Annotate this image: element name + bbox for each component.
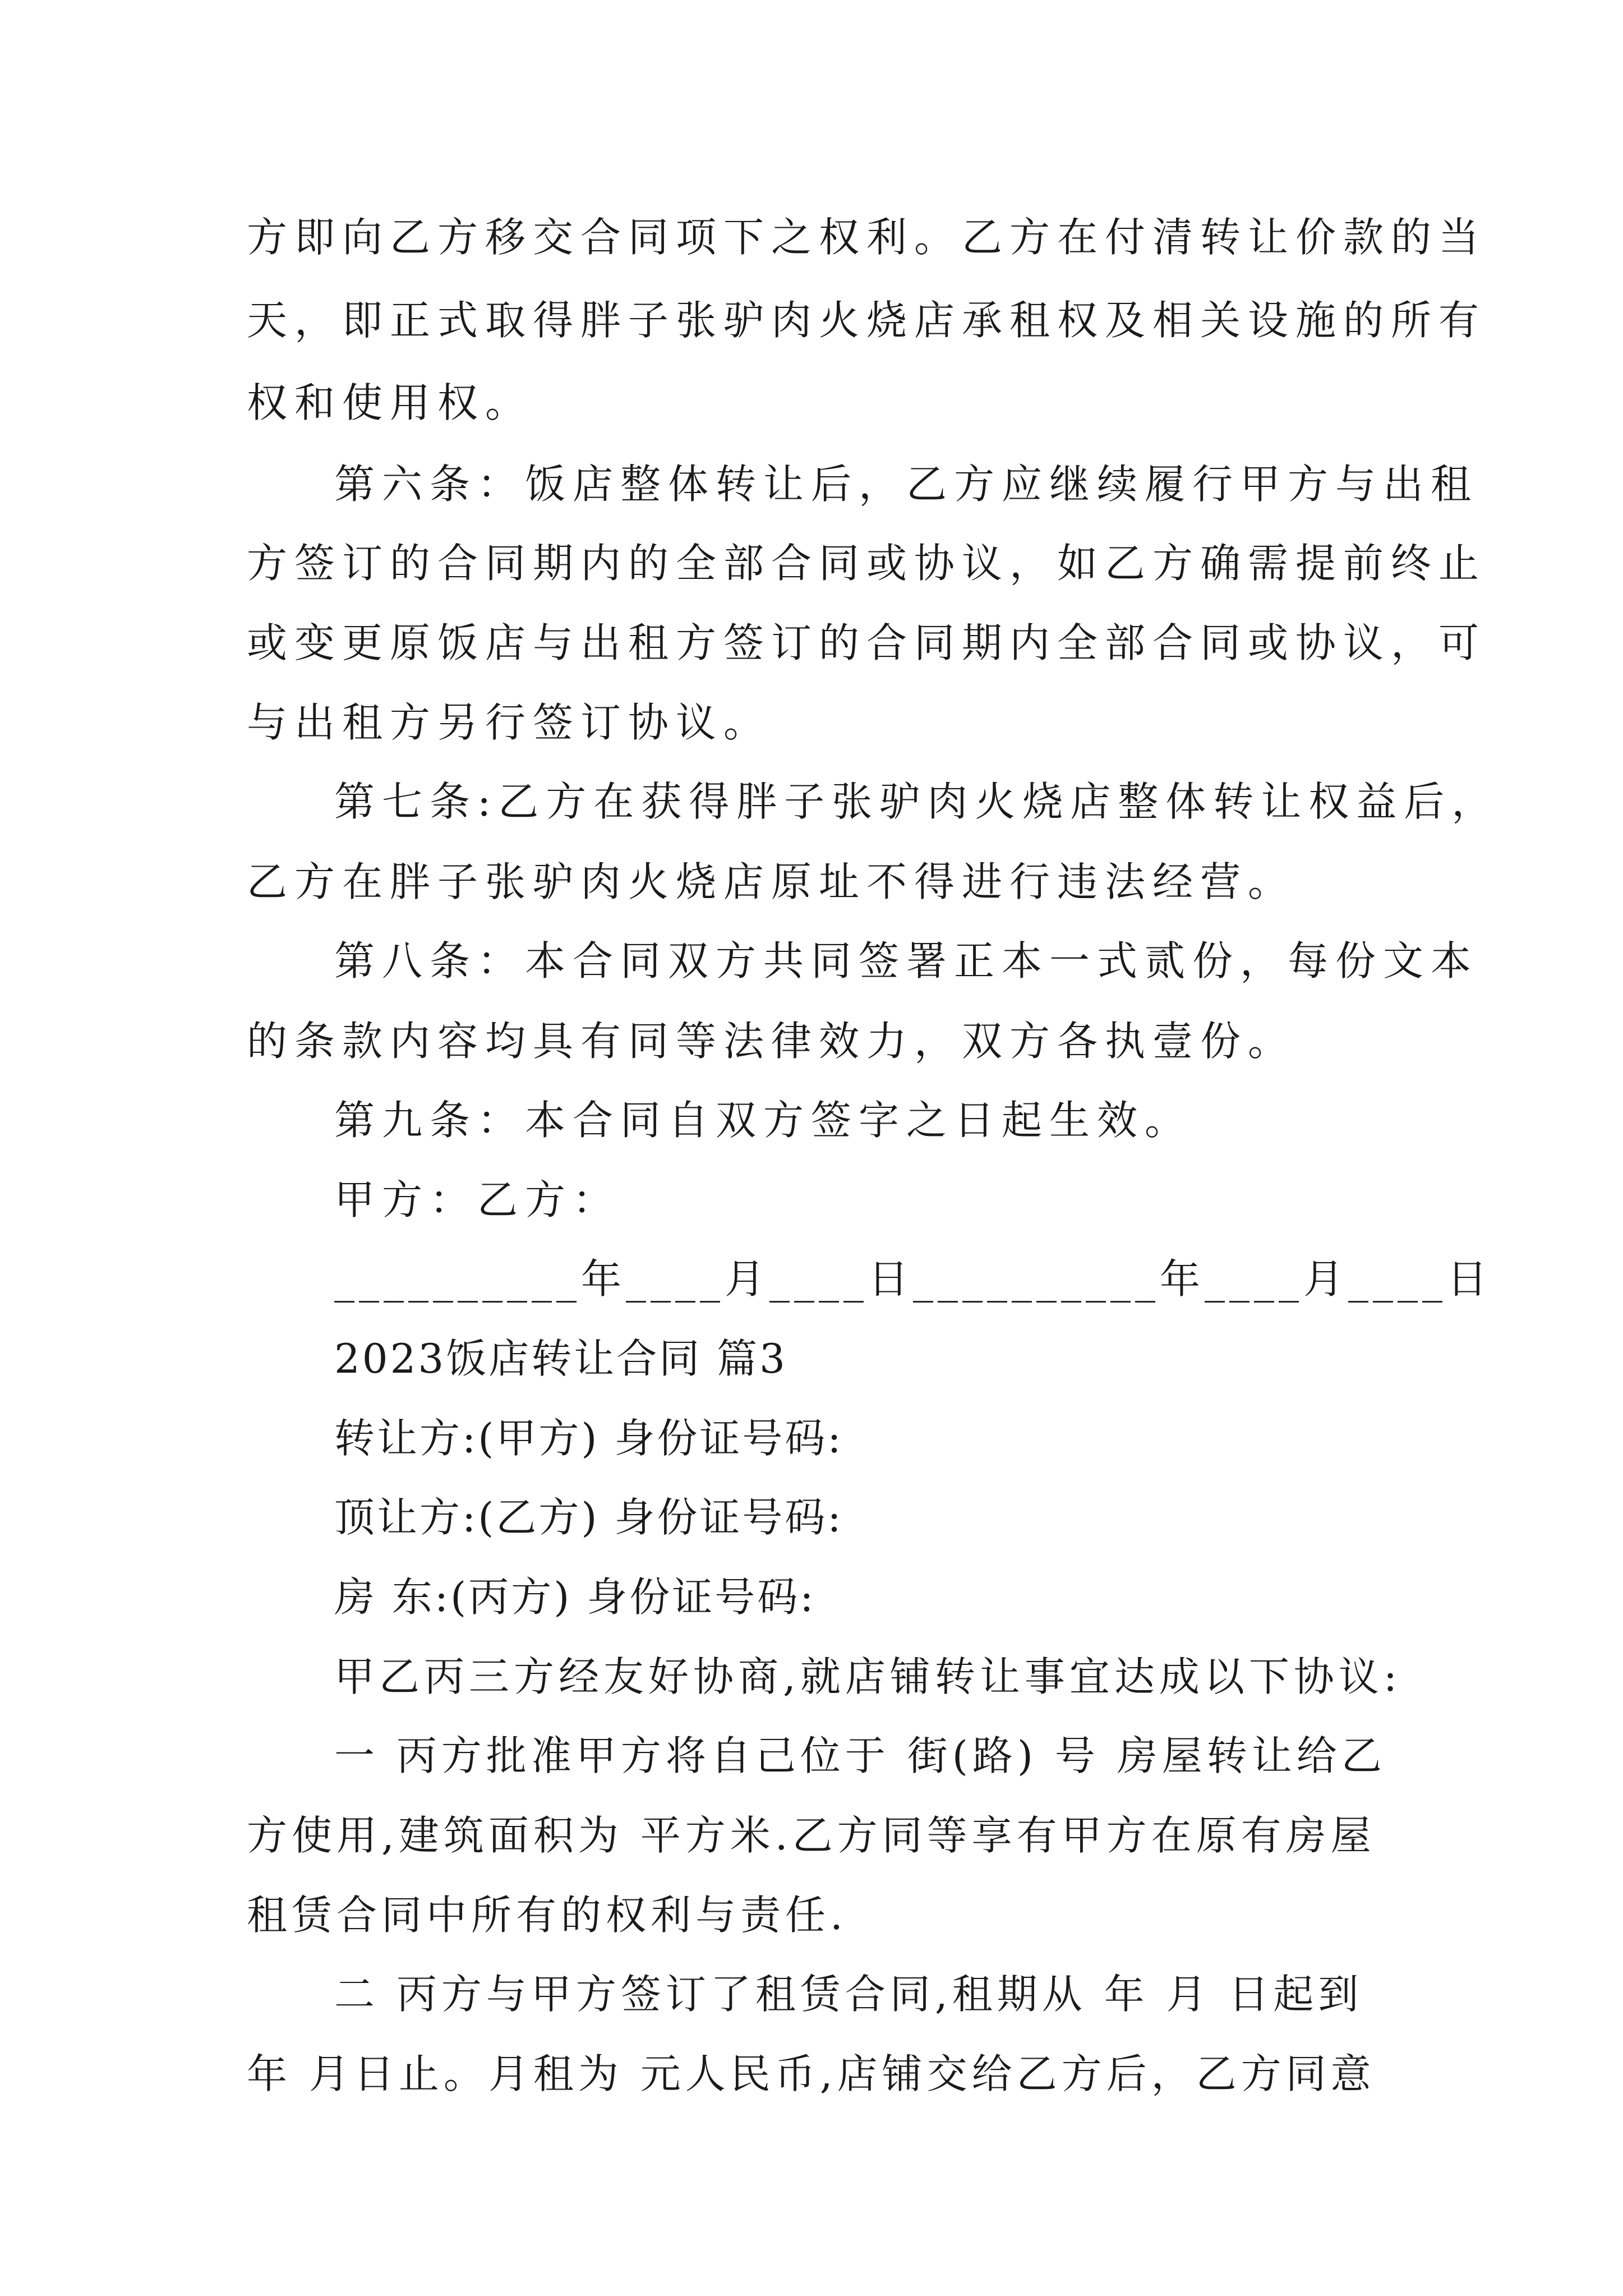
text-line-4: 第六条：饭店整体转让后，乙方应继续履行甲方与出租 bbox=[334, 461, 1479, 508]
text-line-3: 权和使用权。 bbox=[247, 379, 533, 426]
text-line-9: 乙方在胖子张驴肉火烧店原址不得进行违法经营。 bbox=[247, 858, 1296, 905]
signature-date-line: __________年____月____日__________年____月____日 bbox=[334, 1255, 1492, 1303]
text-line-18: 房 东:(丙方) 身份证号码: bbox=[334, 1573, 816, 1621]
text-line-23: 二 丙方与甲方签订了租赁合同,租期从 年 月 日起到 bbox=[334, 1971, 1363, 2018]
text-line-19: 甲乙丙三方经友好协商,就店铺转让事宜达成以下协议: bbox=[334, 1653, 1402, 1700]
text-line-6: 或变更原饭店与出租方签订的合同期内全部合同或协议，可 bbox=[247, 619, 1487, 666]
text-line-7: 与出租方另行签订协议。 bbox=[247, 699, 772, 746]
section-title: 2023饭店转让合同 篇3 bbox=[334, 1335, 787, 1382]
text-line-21: 方使用,建筑面积为 平方米.乙方同等享有甲方在原有房屋 bbox=[247, 1812, 1376, 1859]
text-line-10: 第八条：本合同双方共同签署正本一式贰份，每份文本 bbox=[334, 937, 1479, 984]
text-line-20: 一 丙方批准甲方将自己位于 街(路) 号 房屋转让给乙 bbox=[334, 1732, 1386, 1779]
text-line-12: 第九条：本合同自双方签字之日起生效。 bbox=[334, 1097, 1193, 1144]
text-line-13: 甲方：乙方： bbox=[334, 1176, 621, 1223]
text-line-16: 转让方:(甲方) 身份证号码: bbox=[334, 1415, 843, 1462]
text-line-2: 天，即正式取得胖子张驴肉火烧店承租权及相关设施的所有 bbox=[247, 297, 1487, 344]
text-line-22: 租赁合同中所有的权利与责任. bbox=[247, 1892, 847, 1939]
text-line-1: 方即向乙方移交合同项下之权利。乙方在付清转让价款的当 bbox=[247, 214, 1487, 261]
text-line-11: 的条款内容均具有同等法律效力，双方各执壹份。 bbox=[247, 1018, 1296, 1065]
text-line-5: 方签订的合同期内的全部合同或协议，如乙方确需提前终止 bbox=[247, 540, 1487, 587]
text-line-8: 第七条:乙方在获得胖子张驴肉火烧店整体转让权益后， bbox=[334, 778, 1500, 825]
text-line-24: 年 月日止。月租为 元人民币,店铺交给乙方后，乙方同意 bbox=[247, 2050, 1376, 2097]
text-line-17: 顶让方:(乙方) 身份证号码: bbox=[334, 1494, 843, 1541]
